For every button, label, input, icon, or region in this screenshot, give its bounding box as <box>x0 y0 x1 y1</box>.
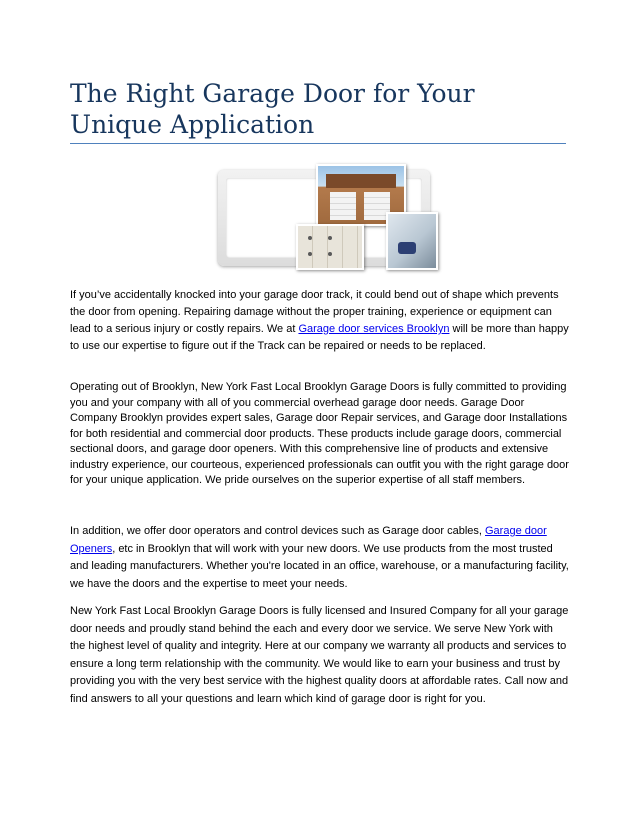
paragraph-text: , etc in Brooklyn that will work with your new doors. We use products from the most trusted and leading manufacturers. Whether you're located in an office, warehouse, or a manufacturing facility, we have the doors and the expertise to meet your needs. <box>70 542 569 590</box>
garage-door-photo-collage <box>218 160 436 270</box>
panel-bolt-shape <box>328 252 332 256</box>
paragraph-text: will be more than happy to use our expertise to figure out if the Track can be repaired or needs to be replaced. <box>70 323 569 352</box>
paragraph-company-overview: Operating out of Brooklyn, New York Fast Local Brooklyn Garage Doors is fully committed to providing you and your company with all of you commercial overhead garage door needs. Garage Door Company Brooklyn provides expert sales, Garage door Repair services, and Garage door Installations for both residential and commercial door products. These products include garage doors, commercial sectional doors, and garage door openers. With this comprehensive line of products and extensive industry experience, our courteous, experienced professionals can outfit you with the right garage door for your unique application. We pride ourselves on the superior expertise of all staff members. <box>70 381 569 486</box>
remote-control-shape <box>398 242 416 254</box>
title-underline-rule <box>70 143 566 144</box>
page-title: The Right Garage Door for Your Unique Application <box>70 79 475 139</box>
garage-roof-shape <box>326 174 396 188</box>
paragraph-track-repair <box>70 287 570 355</box>
panel-bolt-shape <box>308 236 312 240</box>
paragraph-door-operators <box>70 523 570 593</box>
garage-door-openers-link[interactable]: Garage door Openers <box>70 525 547 555</box>
garage-door-services-brooklyn-link[interactable]: Garage door services Brooklyn <box>298 323 450 335</box>
garage-door-left-shape <box>330 192 356 220</box>
paragraph-licensed-insured: New York Fast Local Brooklyn Garage Doors is fully licensed and Insured Company for all your garage door needs and proudly stand behind the each and every door we service. We serve New York with the highest level of quality and integrity. Here at our company we warranty all products and services to ensure a long term relationship with the community. We would like to earn your business and trust by providing you with the very best service with the highest quality doors at affordable rates. Call now and find answers to all your questions and learn which kind of garage door is right for you. <box>70 605 569 705</box>
garage-door-panel-photo <box>296 224 364 270</box>
paragraph-text: In addition, we offer door operators and control devices such as Garage door cables, <box>70 525 485 537</box>
panel-bolt-shape <box>328 236 332 240</box>
garage-opener-photo <box>386 212 438 270</box>
paragraph-text: If you’ve accidentally knocked into your garage door track, it could bend out of shape which prevents the door from opening. Repairing damage without the proper training, experience or equipment can lead to a serious injury or costly repairs. We at <box>70 289 559 335</box>
panel-bolt-shape <box>308 252 312 256</box>
